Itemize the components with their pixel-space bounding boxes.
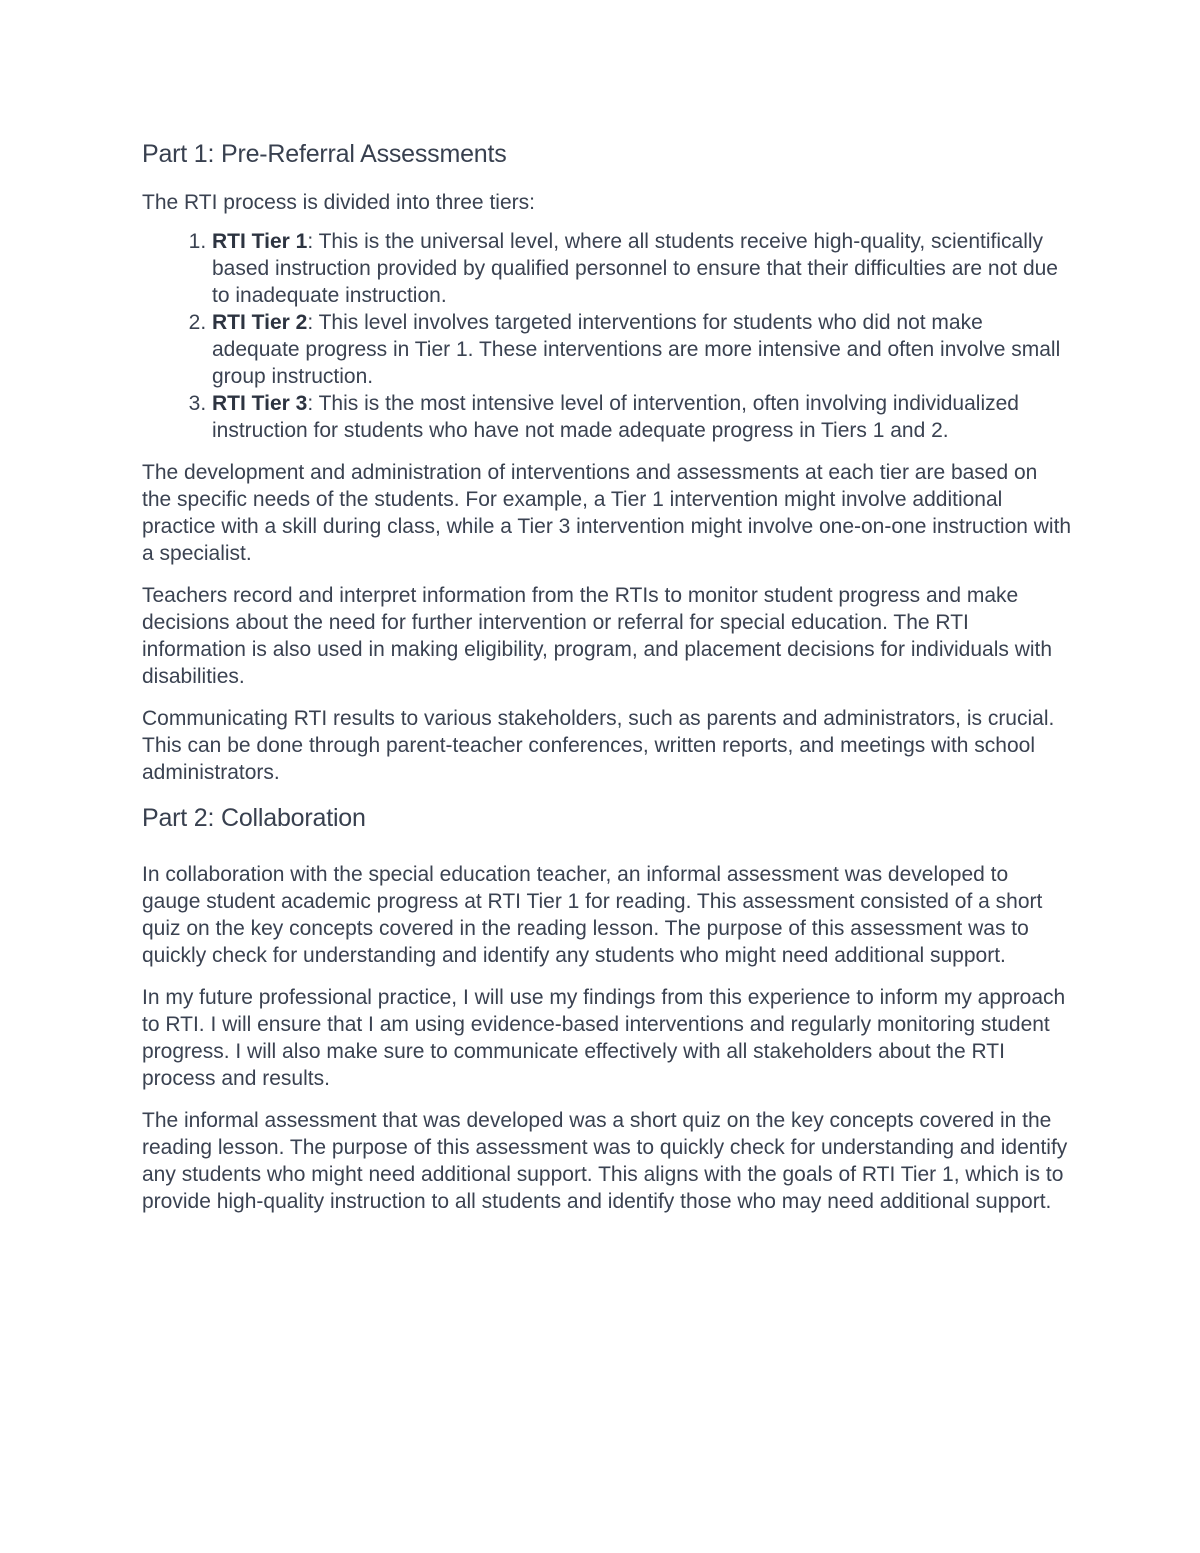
intro-text: The RTI process is divided into three tiers: xyxy=(142,191,535,214)
tier-list xyxy=(142,228,1072,444)
paragraph: The informal assessment that was developed was a short quiz on the key concepts covered in the reading lesson. The purpose of this assessment was to quickly check for understanding and identify any students who might need additional support. This aligns with the goals of RTI Tier 1, which is to provide high-quality instruction to all students and identify those who may need additional support. xyxy=(142,1109,1068,1213)
paragraph: Teachers record and interpret information from the RTIs to monitor student progress and make decisions about the need for further intervention or referral for special education. The RTI information is also used in making eligibility, program, and placement decisions for individuals with disabilities. xyxy=(142,584,1053,688)
section-heading-part2: Part 2: Collaboration xyxy=(142,804,366,832)
paragraph: In collaboration with the special education teacher, an informal assessment was developed to gauge student academic progress at RTI Tier 1 for reading. This assessment consisted of a short quiz on the key concepts covered in the reading lesson. The purpose of this assessment was to quickly check for understanding and identify any students who might need additional support. xyxy=(142,863,1043,967)
list-item-tier1 xyxy=(212,228,1072,309)
section-heading-part1: Part 1: Pre-Referral Assessments xyxy=(142,140,507,168)
tier-label: RTI Tier 2 xyxy=(212,311,308,334)
tier-label: RTI Tier 3 xyxy=(212,392,308,415)
paragraph: Communicating RTI results to various stakeholders, such as parents and administrators, is crucial. This can be done through parent-teacher conferences, written reports, and meetings with school administrators. xyxy=(142,707,1055,784)
tier-label: RTI Tier 1 xyxy=(212,230,308,253)
tier-description: : This is the most intensive level of intervention, often involving individualized instruction for students who have not made adequate progress in Tiers 1 and 2. xyxy=(212,392,1019,442)
tier-description: : This level involves targeted interventions for students who did not make adequate progress in Tier 1. These interventions are more intensive and often involve small group instruction. xyxy=(212,311,1061,388)
paragraph: The development and administration of interventions and assessments at each tier are based on the specific needs of the students. For example, a Tier 1 intervention might involve additional practice with a skill during class, while a Tier 3 intervention might involve one-on-one instruction with a specialist. xyxy=(142,461,1072,565)
paragraph: In my future professional practice, I will use my findings from this experience to inform my approach to RTI. I will ensure that I am using evidence-based interventions and regularly monitoring student progress. I will also make sure to communicate effectively with all stakeholders about the RTI process and results. xyxy=(142,986,1066,1090)
document-page xyxy=(142,140,1072,1215)
list-item-tier3 xyxy=(212,390,1072,444)
list-item-tier2 xyxy=(212,309,1072,390)
tier-description: : This is the universal level, where all students receive high-quality, scientifically based instruction provided by qualified personnel to ensure that their difficulties are not due to inadequate instruction. xyxy=(212,230,1058,307)
